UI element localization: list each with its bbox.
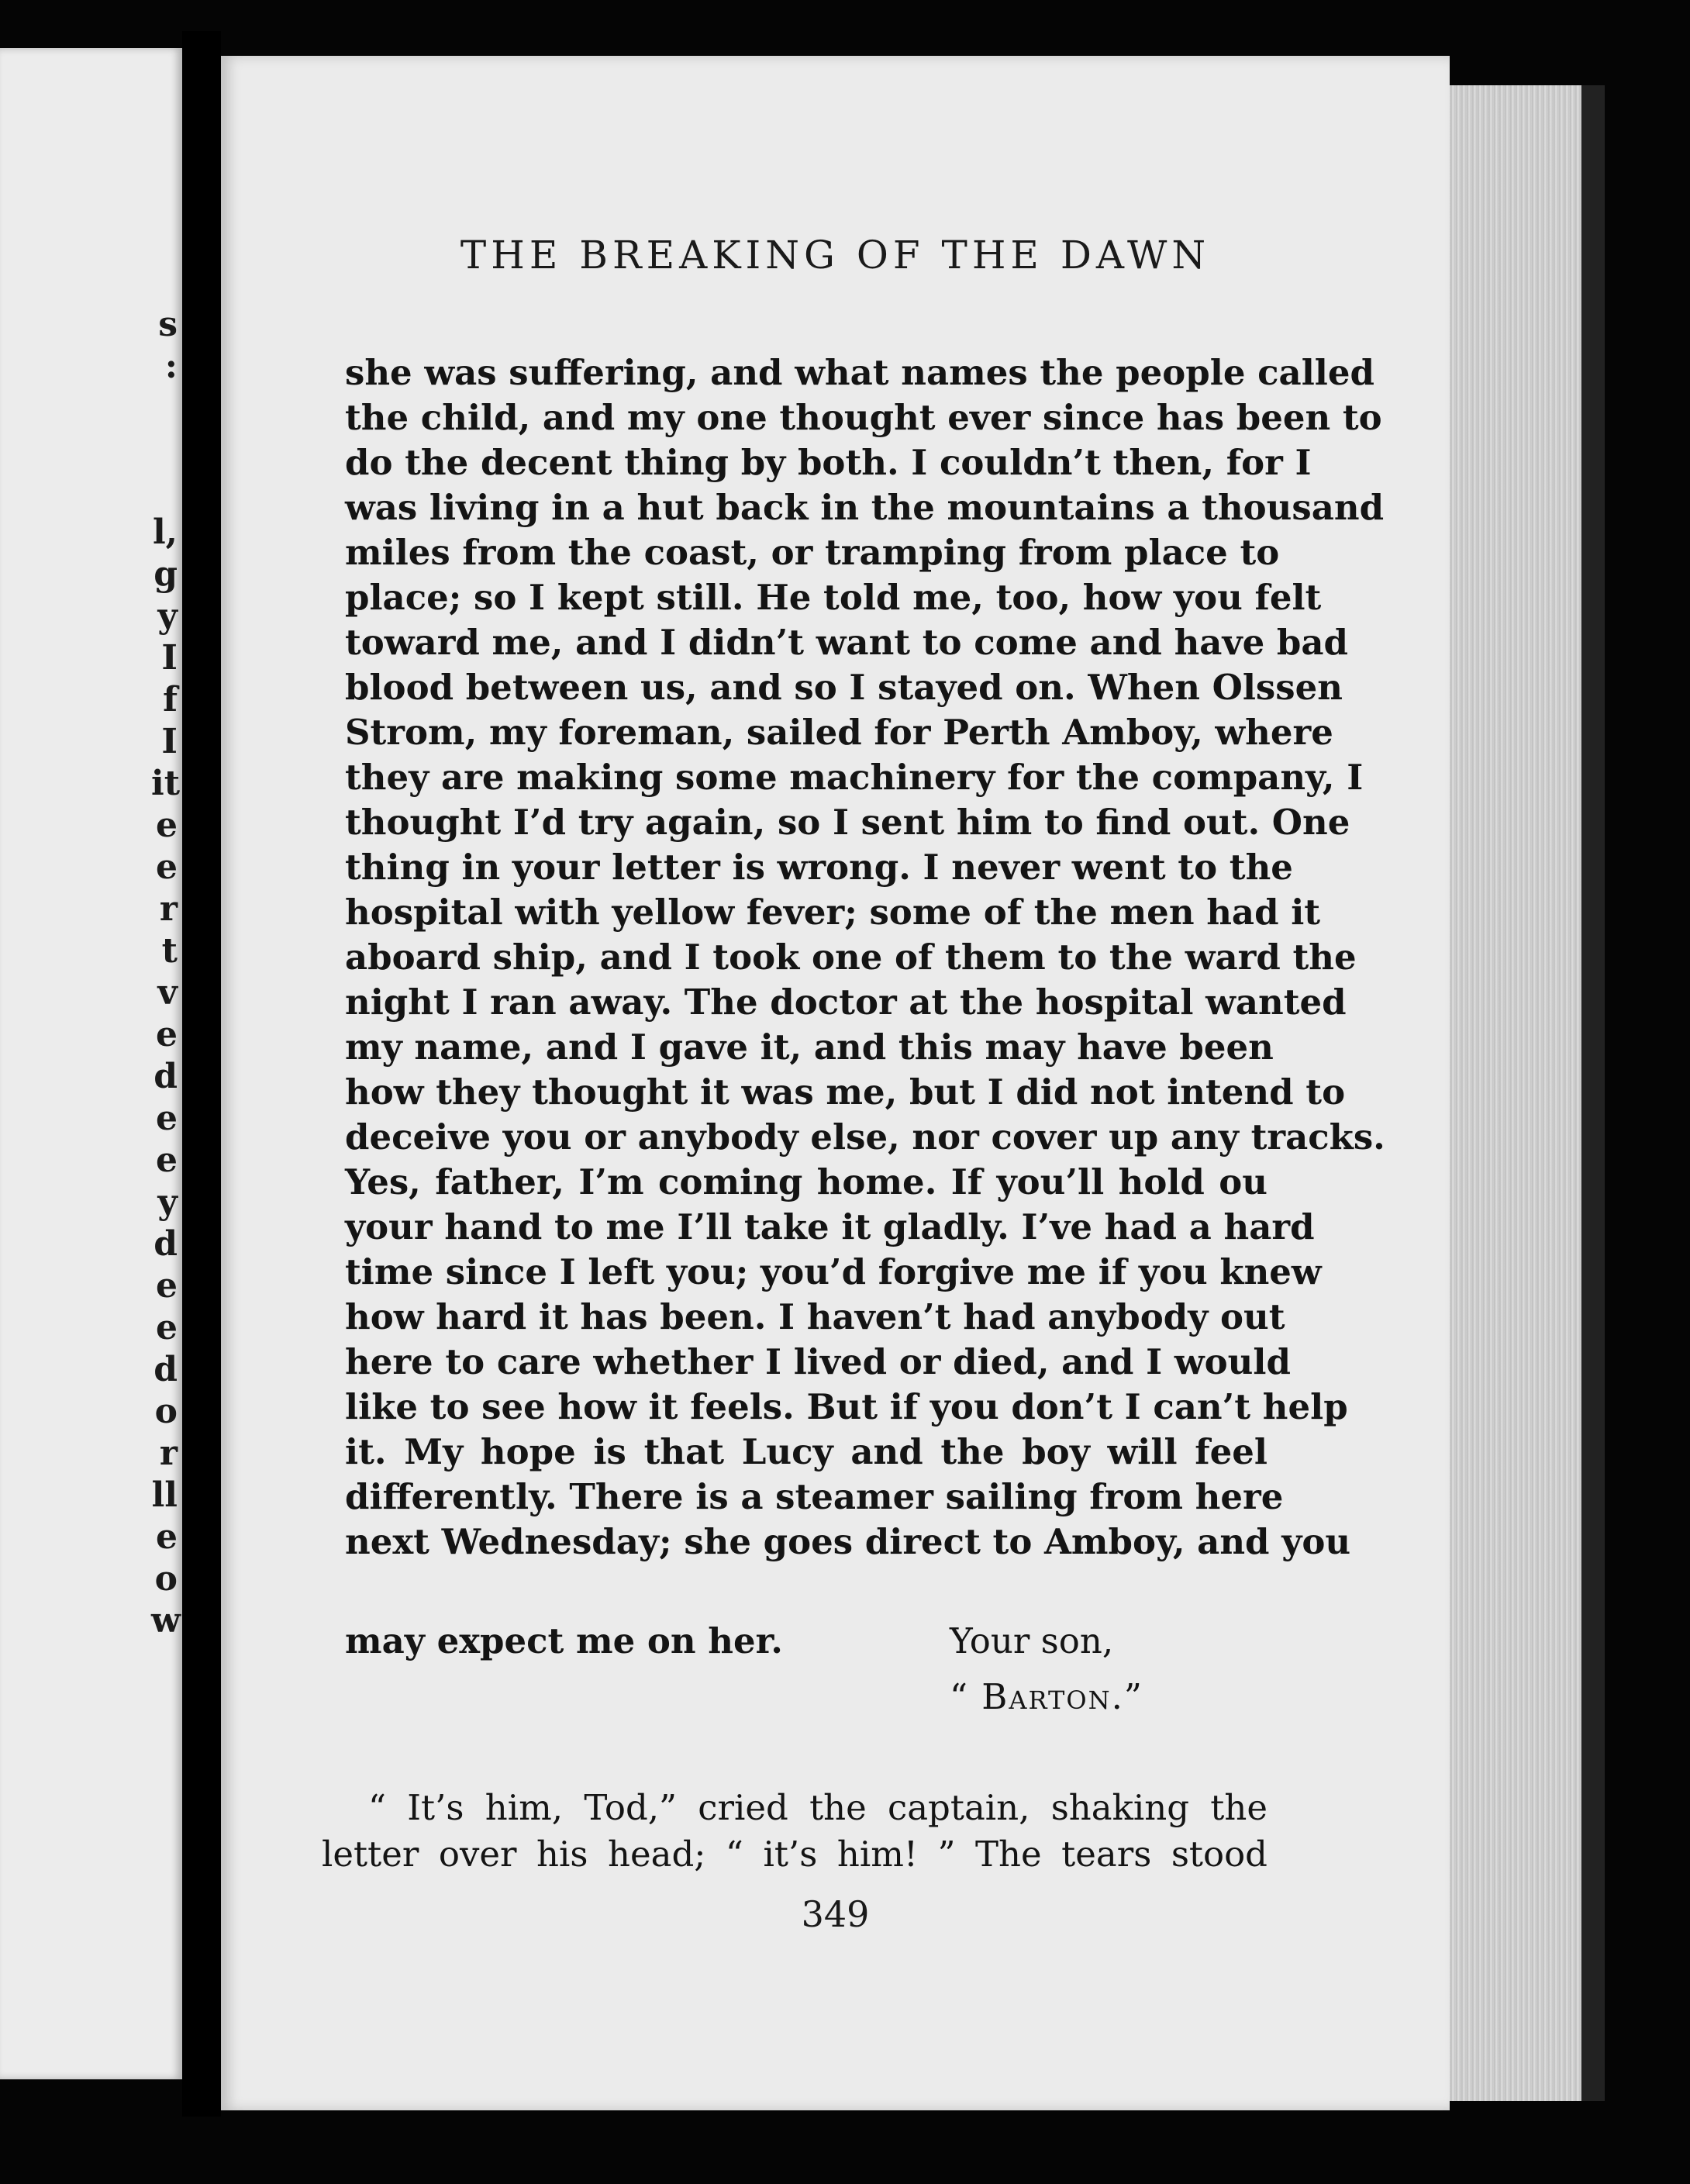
left-page-line-ending: d [153,1057,178,1096]
left-page-top-mark: : [164,347,178,386]
text-line: hospital with yellow fever; some of the men had it [345,892,1321,933]
left-page-line-ending: e [156,1015,178,1054]
left-page-line-ending: g [153,554,178,594]
page-number: 349 [801,1893,870,1935]
left-page-top-mark: s [158,305,178,344]
text-line: how hard it has been. I haven’t had anybody out [345,1296,1285,1337]
text-line: toward me, and I didn’t want to come and have bad [345,622,1348,663]
left-page-line-ending: r [159,1434,178,1473]
text-line: the child, and my one thought ever since has been to [345,397,1382,438]
page-edges-shadow [1581,85,1605,2101]
text-line: deceive you or anybody else, nor cover up any tracks. [345,1116,1385,1158]
text-line: was living in a hut back in the mountains a thousand [345,487,1385,528]
left-page-line-ending: l, [152,512,178,552]
left-page-line-ending: e [156,1266,178,1306]
left-page-line-ending: I [161,638,178,678]
text-line: differently. There is a steamer sailing from here [345,1476,1284,1517]
text-line: “ It’s him, Tod,” cried the captain, shaking the [368,1787,1268,1828]
left-page-line-ending: ll [151,1475,178,1515]
text-line: letter over his head; “ it’s him! ” The tears stood [322,1834,1268,1875]
left-page-line-ending: e [156,847,178,887]
left-page-line-ending: d [153,1224,178,1264]
text-line: like to see how it feels. But if you don’t I can’t help [345,1386,1348,1427]
text-line: miles from the coast, or tramping from place to [345,532,1280,573]
left-page-line-endings [151,304,182,1642]
text-line: she was suffering, and what names the people called [345,352,1374,393]
left-page-line-ending: f [163,680,178,719]
text-line: they are making some machinery for the company, I [345,757,1364,798]
running-head: THE BREAKING OF THE DAWN [460,233,1211,278]
left-page-line-ending: w [151,1601,181,1641]
left-page-line-ending: y [157,1182,178,1222]
left-page-line-ending: y [157,596,178,636]
closing-salutation: Your son, [950,1620,1114,1661]
left-page-line-ending: e [156,1517,178,1557]
text-line: thought I’d try again, so I sent him to find out. One [345,802,1350,843]
text-line: thing in your letter is wrong. I never went to the [345,847,1293,888]
left-page-line-ending: I [161,722,178,761]
book-page [221,56,1450,2110]
left-page-line-ending: e [156,1308,178,1347]
left-page-line-ending: it [151,764,181,803]
text-line: my name, and I gave it, and this may have been [345,1026,1274,1068]
text-line: how they thought it was me, but I did not intend to [345,1071,1346,1113]
left-page-spacer [151,388,182,512]
text-line: your hand to me I’ll take it gladly. I’ve had a hard [345,1206,1315,1247]
left-page-edge [0,48,182,2079]
text-line: place; so I kept still. He told me, too, how you felt [345,577,1322,618]
text-line: it. My hope is that Lucy and the boy will feel [345,1431,1268,1472]
text-line: time since I left you; you’d forgive me if you knew [345,1251,1322,1292]
text-line: Yes, father, I’m coming home. If you’ll hold ou [345,1161,1268,1202]
left-page-line-ending: t [161,931,178,971]
left-page-line-ending: e [156,1099,178,1138]
left-page-line-ending: d [153,1350,178,1389]
text-line: blood between us, and so I stayed on. When Olssen [345,667,1343,708]
letter-signature: “ Barton.” [950,1676,1143,1717]
closing-line [345,1620,1268,1665]
narrative-paragraph [322,1785,1268,1878]
text-line: here to care whether I lived or died, and I would [345,1341,1291,1382]
text-line: night I ran away. The doctor at the hospital wanted [345,982,1347,1023]
left-page-line-ending: o [154,1392,178,1431]
text-line: aboard ship, and I took one of them to the ward the [345,937,1357,978]
left-page-line-ending: r [159,889,178,929]
letter-body [345,350,1385,1565]
book-gutter [182,31,221,2117]
text-line: do the decent thing by both. I couldn’t then, for I [345,442,1312,483]
page-edges [1450,85,1581,2101]
left-page-line-ending: v [157,973,178,1013]
left-page-line-ending: e [156,806,178,845]
last-body-line: may expect me on her. [345,1620,783,1661]
text-line: next Wednesday; she goes direct to Amboy, and you [345,1521,1351,1562]
left-page-line-ending: e [156,1140,178,1180]
left-page-line-ending: o [154,1559,178,1599]
text-line: Strom, my foreman, sailed for Perth Amboy, where [345,712,1333,753]
